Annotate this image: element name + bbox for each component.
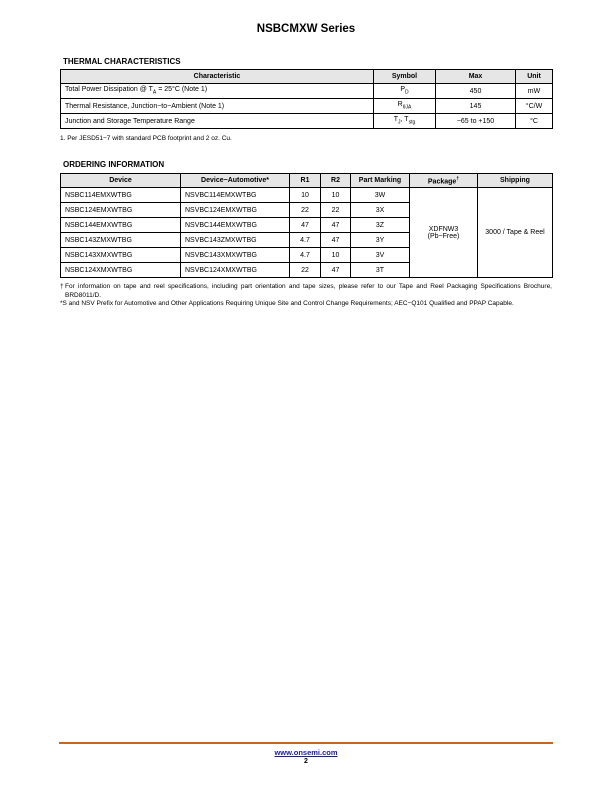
r1-cell: 47 bbox=[290, 218, 321, 233]
shipping-cell: 3000 / Tape & Reel bbox=[478, 188, 553, 278]
marking-cell: 3T bbox=[351, 263, 410, 278]
r2-cell: 10 bbox=[321, 248, 351, 263]
col-part-marking: Part Marking bbox=[351, 174, 410, 188]
automotive-cell: NSVBC124XMXWTBG bbox=[181, 263, 290, 278]
table-row bbox=[61, 84, 553, 99]
col-symbol: Symbol bbox=[374, 70, 436, 84]
device-cell: NSBC114EMXWTBG bbox=[61, 188, 181, 203]
thermal-table bbox=[60, 69, 553, 129]
col-r1: R1 bbox=[290, 174, 321, 188]
unit-cell: °C/W bbox=[516, 99, 553, 114]
col-max: Max bbox=[436, 70, 516, 84]
r2-cell: 47 bbox=[321, 263, 351, 278]
footer-divider bbox=[59, 742, 553, 744]
max-cell: −65 to +150 bbox=[436, 114, 516, 129]
marking-cell: 3X bbox=[351, 203, 410, 218]
table-row bbox=[61, 188, 553, 203]
col-characteristic: Characteristic bbox=[61, 70, 374, 84]
unit-cell: mW bbox=[516, 84, 553, 99]
r1-cell: 22 bbox=[290, 203, 321, 218]
page-title: NSBCMXW Series bbox=[256, 23, 356, 35]
automotive-cell: NSVBC143ZMXWTBG bbox=[181, 233, 290, 248]
r1-cell: 10 bbox=[290, 188, 321, 203]
marking-cell: 3Z bbox=[351, 218, 410, 233]
ordering-table bbox=[60, 173, 553, 278]
device-cell: NSBC143XMXWTBG bbox=[61, 248, 181, 263]
thermal-header-row bbox=[61, 70, 553, 84]
r1-cell: 22 bbox=[290, 263, 321, 278]
table-row bbox=[61, 99, 553, 114]
thermal-note: 1. Per JESD51−7 with standard PCB footprint and 2 oz. Cu. bbox=[60, 135, 232, 142]
col-device-automotive: Device−Automotive* bbox=[181, 174, 290, 188]
max-cell: 450 bbox=[436, 84, 516, 99]
thermal-heading: THERMAL CHARACTERISTICS bbox=[63, 57, 181, 66]
table-row bbox=[61, 114, 553, 129]
ordering-header-row bbox=[61, 174, 553, 188]
r2-cell: 47 bbox=[321, 233, 351, 248]
symbol-cell: $T_J$, $T_{stg}$ bbox=[374, 114, 436, 129]
characteristic-cell: Thermal Resistance, Junction−to−Ambient (Note 1) bbox=[61, 99, 374, 114]
col-unit: Unit bbox=[516, 70, 553, 84]
r1-cell: 4.7 bbox=[290, 233, 321, 248]
footer-link[interactable]: www.onsemi.com bbox=[274, 748, 338, 757]
device-cell: NSBC144EMXWTBG bbox=[61, 218, 181, 233]
col-package: Package† bbox=[410, 174, 478, 188]
symbol-cell: $P_D$ bbox=[374, 84, 436, 99]
symbol-cell: $R_{\theta JA}$ bbox=[374, 99, 436, 114]
r2-cell: 22 bbox=[321, 203, 351, 218]
automotive-cell: NSVBC143XMXWTBG bbox=[181, 248, 290, 263]
star-footnote: *S and NSV Prefix for Automotive and Other Applications Requiring Unique Site and Control Change Requirements; AEC−Q101 Qualified and PPAP Capable. bbox=[60, 300, 514, 307]
automotive-cell: NSVBC144EMXWTBG bbox=[181, 218, 290, 233]
max-cell: 145 bbox=[436, 99, 516, 114]
dagger-footnote: †For information on tape and reel specifications, including part orientation and tape sizes, please refer to our Tape and Reel Packaging Specifications Brochure, BRD8011/D. bbox=[60, 283, 552, 299]
marking-cell: 3W bbox=[351, 188, 410, 203]
package-cell: XDFNW3 (Pb−Free) bbox=[410, 188, 478, 278]
marking-cell: 3Y bbox=[351, 233, 410, 248]
ordering-footnotes bbox=[60, 283, 552, 309]
unit-cell: °C bbox=[516, 114, 553, 129]
col-device: Device bbox=[61, 174, 181, 188]
r1-cell: 4.7 bbox=[290, 248, 321, 263]
automotive-cell: NSVBC114EMXWTBG bbox=[181, 188, 290, 203]
r2-cell: 47 bbox=[321, 218, 351, 233]
device-cell: NSBC143ZMXWTBG bbox=[61, 233, 181, 248]
ordering-heading: ORDERING INFORMATION bbox=[63, 160, 165, 169]
page-number: 2 bbox=[304, 758, 308, 765]
device-cell: NSBC124EMXWTBG bbox=[61, 203, 181, 218]
col-r2: R2 bbox=[321, 174, 351, 188]
automotive-cell: NSVBC124EMXWTBG bbox=[181, 203, 290, 218]
col-shipping: Shipping bbox=[478, 174, 553, 188]
characteristic-cell: Total Power Dissipation @ $T_A = 25^\circ C$ (Note 1) bbox=[61, 84, 374, 99]
r2-cell: 10 bbox=[321, 188, 351, 203]
marking-cell: 3V bbox=[351, 248, 410, 263]
characteristic-cell: Junction and Storage Temperature Range bbox=[61, 114, 374, 129]
device-cell: NSBC124XMXWTBG bbox=[61, 263, 181, 278]
